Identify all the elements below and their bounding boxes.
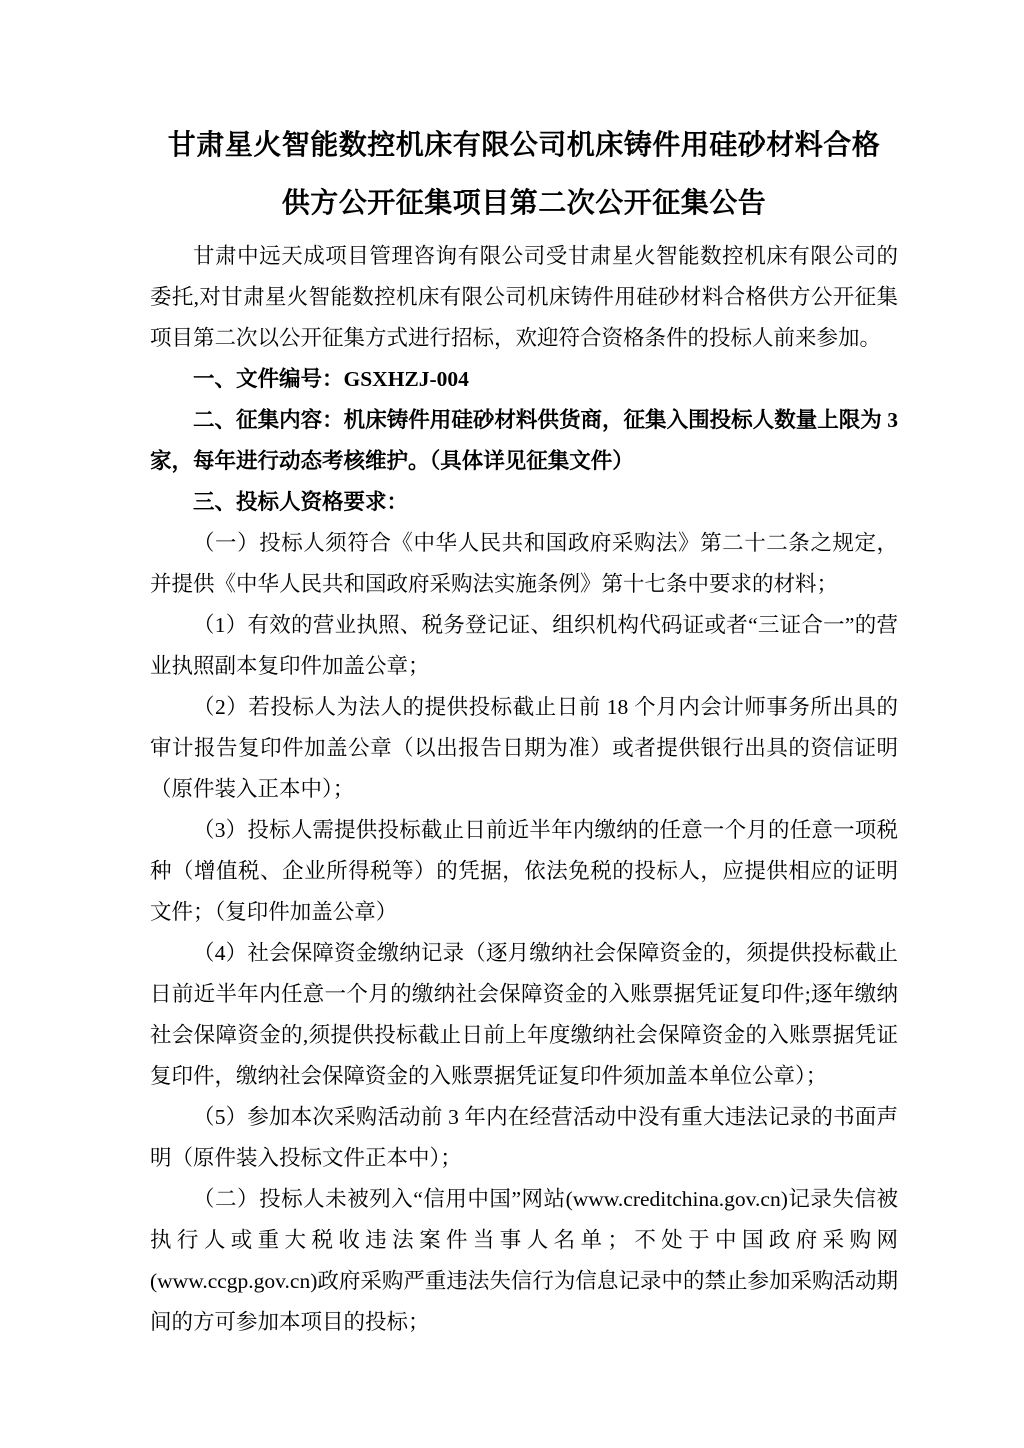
paragraph-qualification-heading: 三、投标人资格要求： — [193, 490, 409, 514]
paragraph-item-1: （1）有效的营业执照、税务登记证、组织机构代码证或者“三证合一”的营业执照副本复印件加盖公章； — [150, 613, 898, 678]
paragraph-collection-content: 二、征集内容：机床铸件用硅砂材料供货商，征集入围投标人数量上限为 3 家，每年进行动态考核维护。（具体详见征集文件） — [150, 408, 898, 473]
document-title-line-2: 供方公开征集项目第二次公开征集公告 — [281, 187, 767, 218]
paragraph-item-2: （2）若投标人为法人的提供投标截止日前 18 个月内会计师事务所出具的审计报告复印件加盖公章（以出报告日期为准）或者提供银行出具的资信证明（原件装入正本中）； — [150, 695, 898, 801]
paragraph-intro: 甘肃中远天成项目管理咨询有限公司受甘肃星火智能数控机床有限公司的委托,对甘肃星火智能数控机床有限公司机床铸件用硅砂材料合格供方公开征集项目第二次以公开征集方式进行招标，欢迎符合资格条件的投标人前来参加。 — [150, 244, 898, 350]
document-title-line-1: 甘肃星火智能数控机床有限公司机床铸件用硅砂材料合格 — [167, 129, 881, 160]
paragraph-item-3: （3）投标人需提供投标截止日前近半年内缴纳的任意一个月的任意一项税种（增值税、企业所得税等）的凭据，依法免税的投标人，应提供相应的证明文件；（复印件加盖公章） — [150, 818, 898, 924]
paragraph-qualification-1: （一）投标人须符合《中华人民共和国政府采购法》第二十二条之规定，并提供《中华人民共和国政府采购法实施条例》第十七条中要求的材料； — [150, 531, 898, 596]
paragraph-item-5: （5）参加本次采购活动前 3 年内在经营活动中没有重大违法记录的书面声明（原件装入投标文件正本中）； — [150, 1105, 898, 1170]
document-title — [150, 116, 898, 232]
document-body — [150, 236, 898, 1343]
paragraph-doc-number: 一、文件编号：GSXHZJ-004 — [193, 367, 469, 391]
paragraph-item-4: （4）社会保障资金缴纳记录（逐月缴纳社会保障资金的，须提供投标截止日前近半年内任意一个月的缴纳社会保障资金的入账票据凭证复印件;逐年缴纳社会保障资金的,须提供投标截止日前上年度缴纳社会保障资金的入账票据凭证复印件，缴纳社会保障资金的入账票据凭证复印件须加盖本单位公章）； — [150, 941, 898, 1088]
paragraph-qualification-2: （二）投标人未被列入“信用中国”网站(www.creditchina.gov.cn)记录失信被执行人或重大税收违法案件当事人名单；不处于中国政府采购网(www.ccgp.gov.cn)政府采购严重违法失信行为信息记录中的禁止参加采购活动期间的方可参加本项目的投标； — [150, 1187, 898, 1334]
